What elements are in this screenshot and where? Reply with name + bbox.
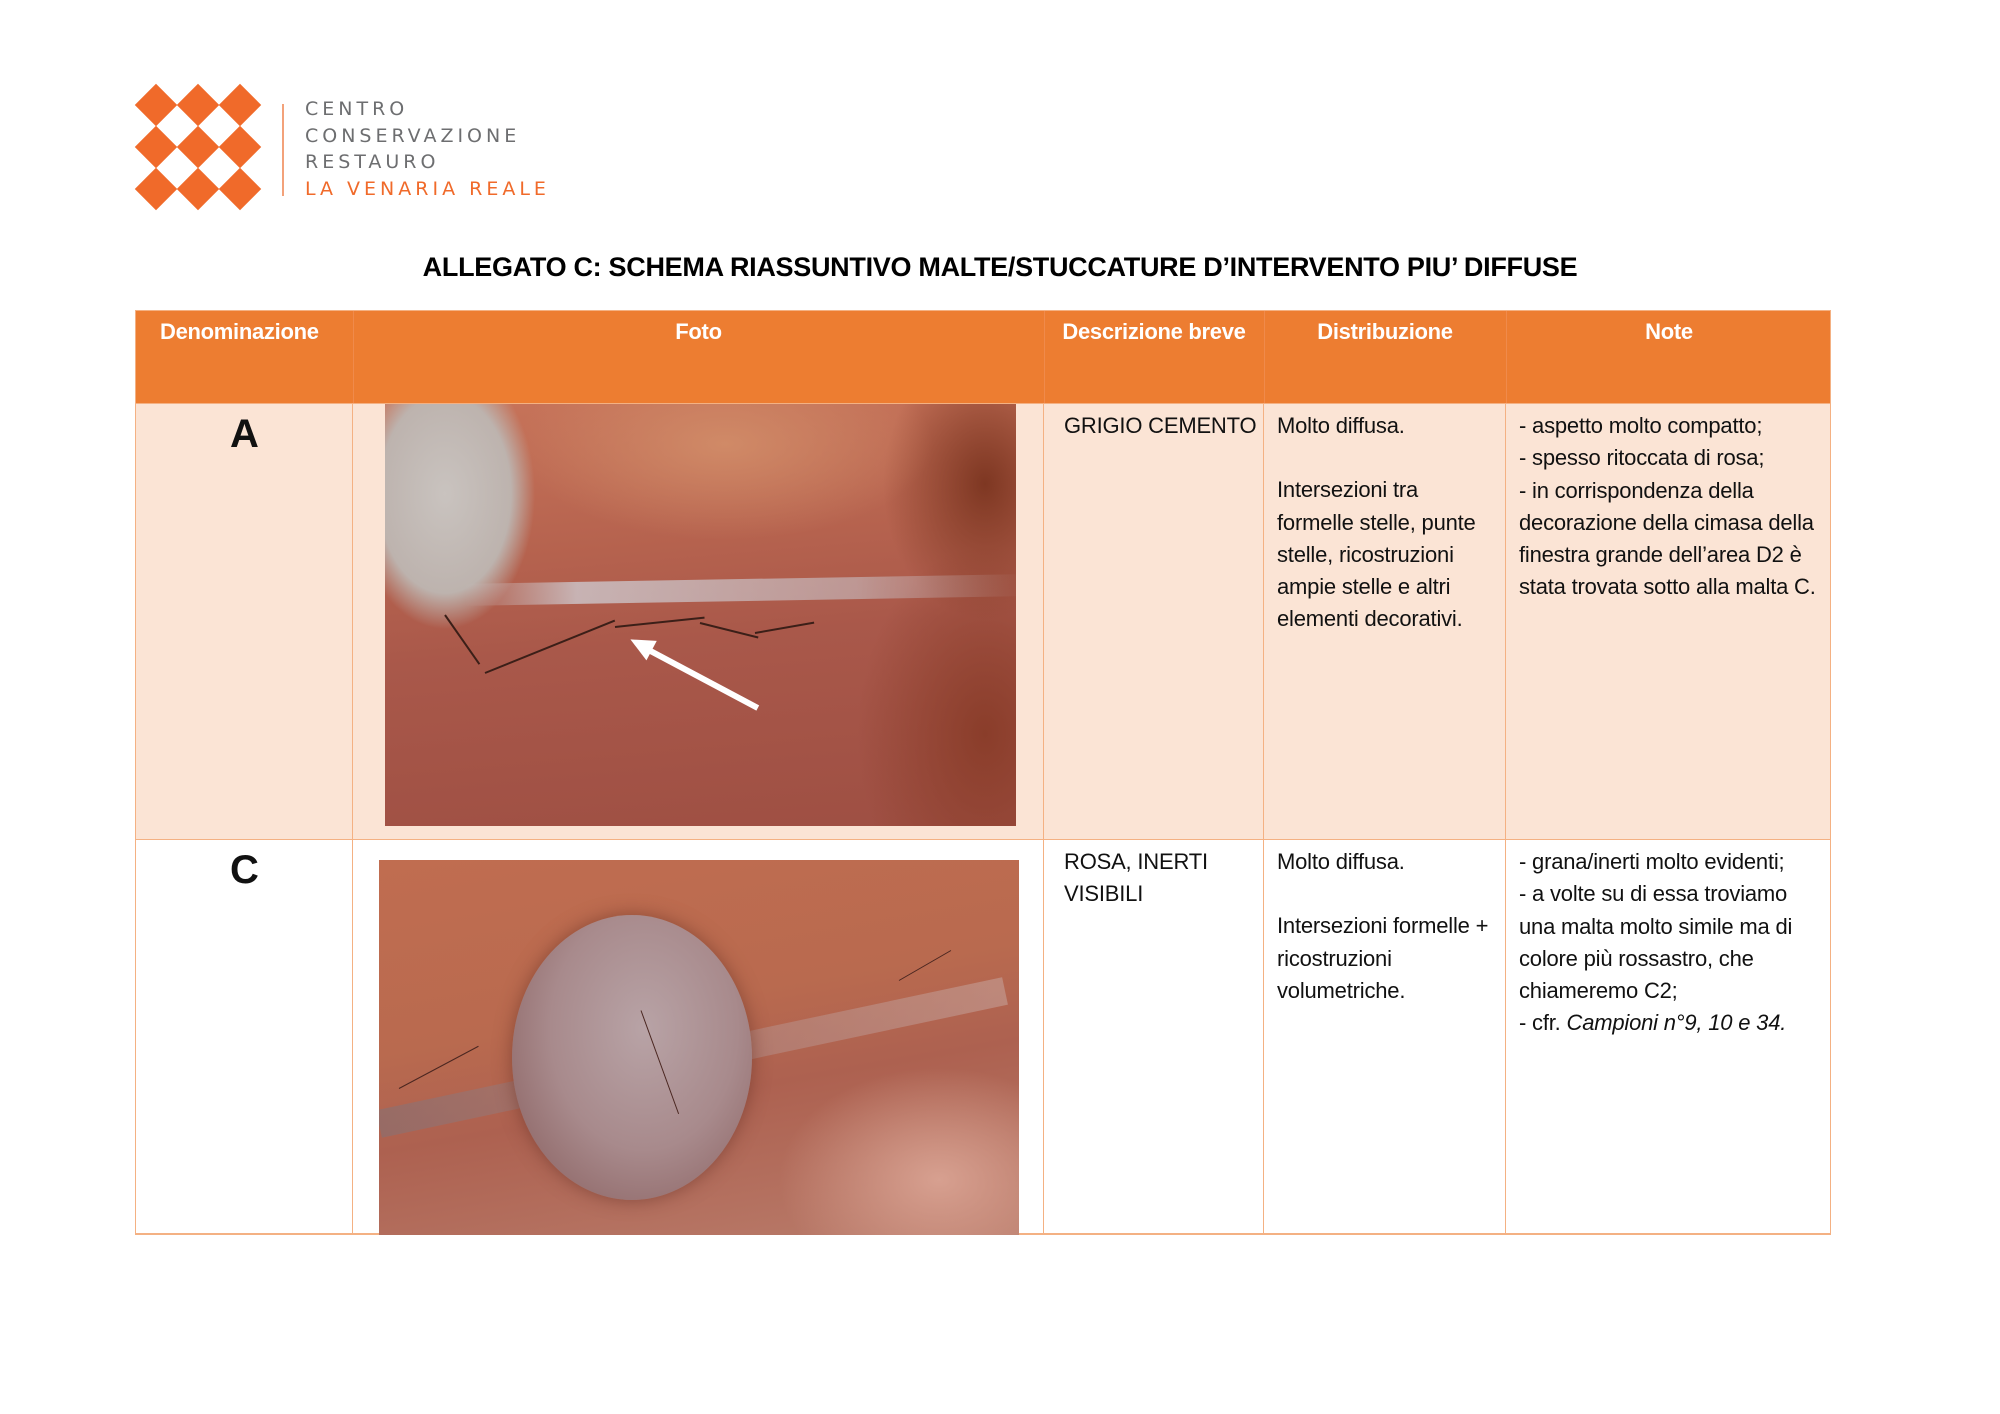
column-header-foto: Foto [675,319,722,344]
note-item: - in corrispondenza della decorazione della cimasa della finestra grande dell’area D2 è stata trovata sotto alla malta C. [1519,477,1816,600]
note-cell [1519,846,1825,1040]
logo [135,84,555,214]
column-header-distribuzione: Distribuzione [1317,319,1453,344]
distribuzione-cell [1277,846,1509,1007]
logo-line-3: RESTAURO [305,151,440,173]
distribuzione-detail: Intersezioni formelle + ricostruzioni volumetriche. [1277,913,1489,1003]
distribuzione-cell [1277,410,1499,636]
sample-reference: Campioni n°9, 10 e 34. [1566,1010,1787,1036]
table-row [135,840,1831,1235]
column-header-descrizione: Descrizione breve [1062,319,1246,344]
mortar-photo-a [385,404,1016,826]
descrizione-cell: ROSA, INERTI VISIBILI [1064,849,1208,907]
distribuzione-summary: Molto diffusa. [1277,849,1405,874]
note-item-reference: - cfr. Campioni n°9, 10 e 34. [1519,1010,1787,1036]
column-header-note: Note [1645,319,1693,344]
logo-line-2: CONSERVAZIONE [305,124,521,147]
arrow-icon [642,644,760,710]
note-cell [1519,410,1825,604]
mortar-summary-table [135,310,1831,1235]
note-item: - spesso ritoccata di rosa; [1519,445,1765,471]
note-item: - a volte su di essa troviamo una malta molto simile ma di colore più rossastro, che chiameremo C2; [1519,881,1793,1004]
mortar-photo-c [379,860,1019,1235]
descrizione-cell: GRIGIO CEMENTO [1064,413,1257,438]
logo-line-1: CENTRO [305,98,409,120]
logo-divider [282,104,284,196]
distribuzione-summary: Molto diffusa. [1277,413,1405,438]
mortar-code: A [230,412,259,456]
logo-text [305,96,550,202]
table-header [135,310,1831,404]
distribuzione-detail: Intersezioni tra formelle stelle, punte stelle, ricostruzioni ampie stelle e altri elementi decorativi. [1277,477,1476,632]
table-row [135,404,1831,840]
column-header-denominazione: Denominazione [160,319,319,344]
logo-diamond-grid-icon [135,84,265,212]
document-title: ALLEGATO C: SCHEMA RIASSUNTIVO MALTE/STUCCATURE D’INTERVENTO PIU’ DIFFUSE [422,252,1578,282]
note-item: - grana/inerti molto evidenti; [1519,849,1785,874]
mortar-code: C [230,848,259,892]
logo-line-4: LA VENARIA REALE [305,177,550,200]
note-item: - aspetto molto compatto; [1519,413,1763,438]
